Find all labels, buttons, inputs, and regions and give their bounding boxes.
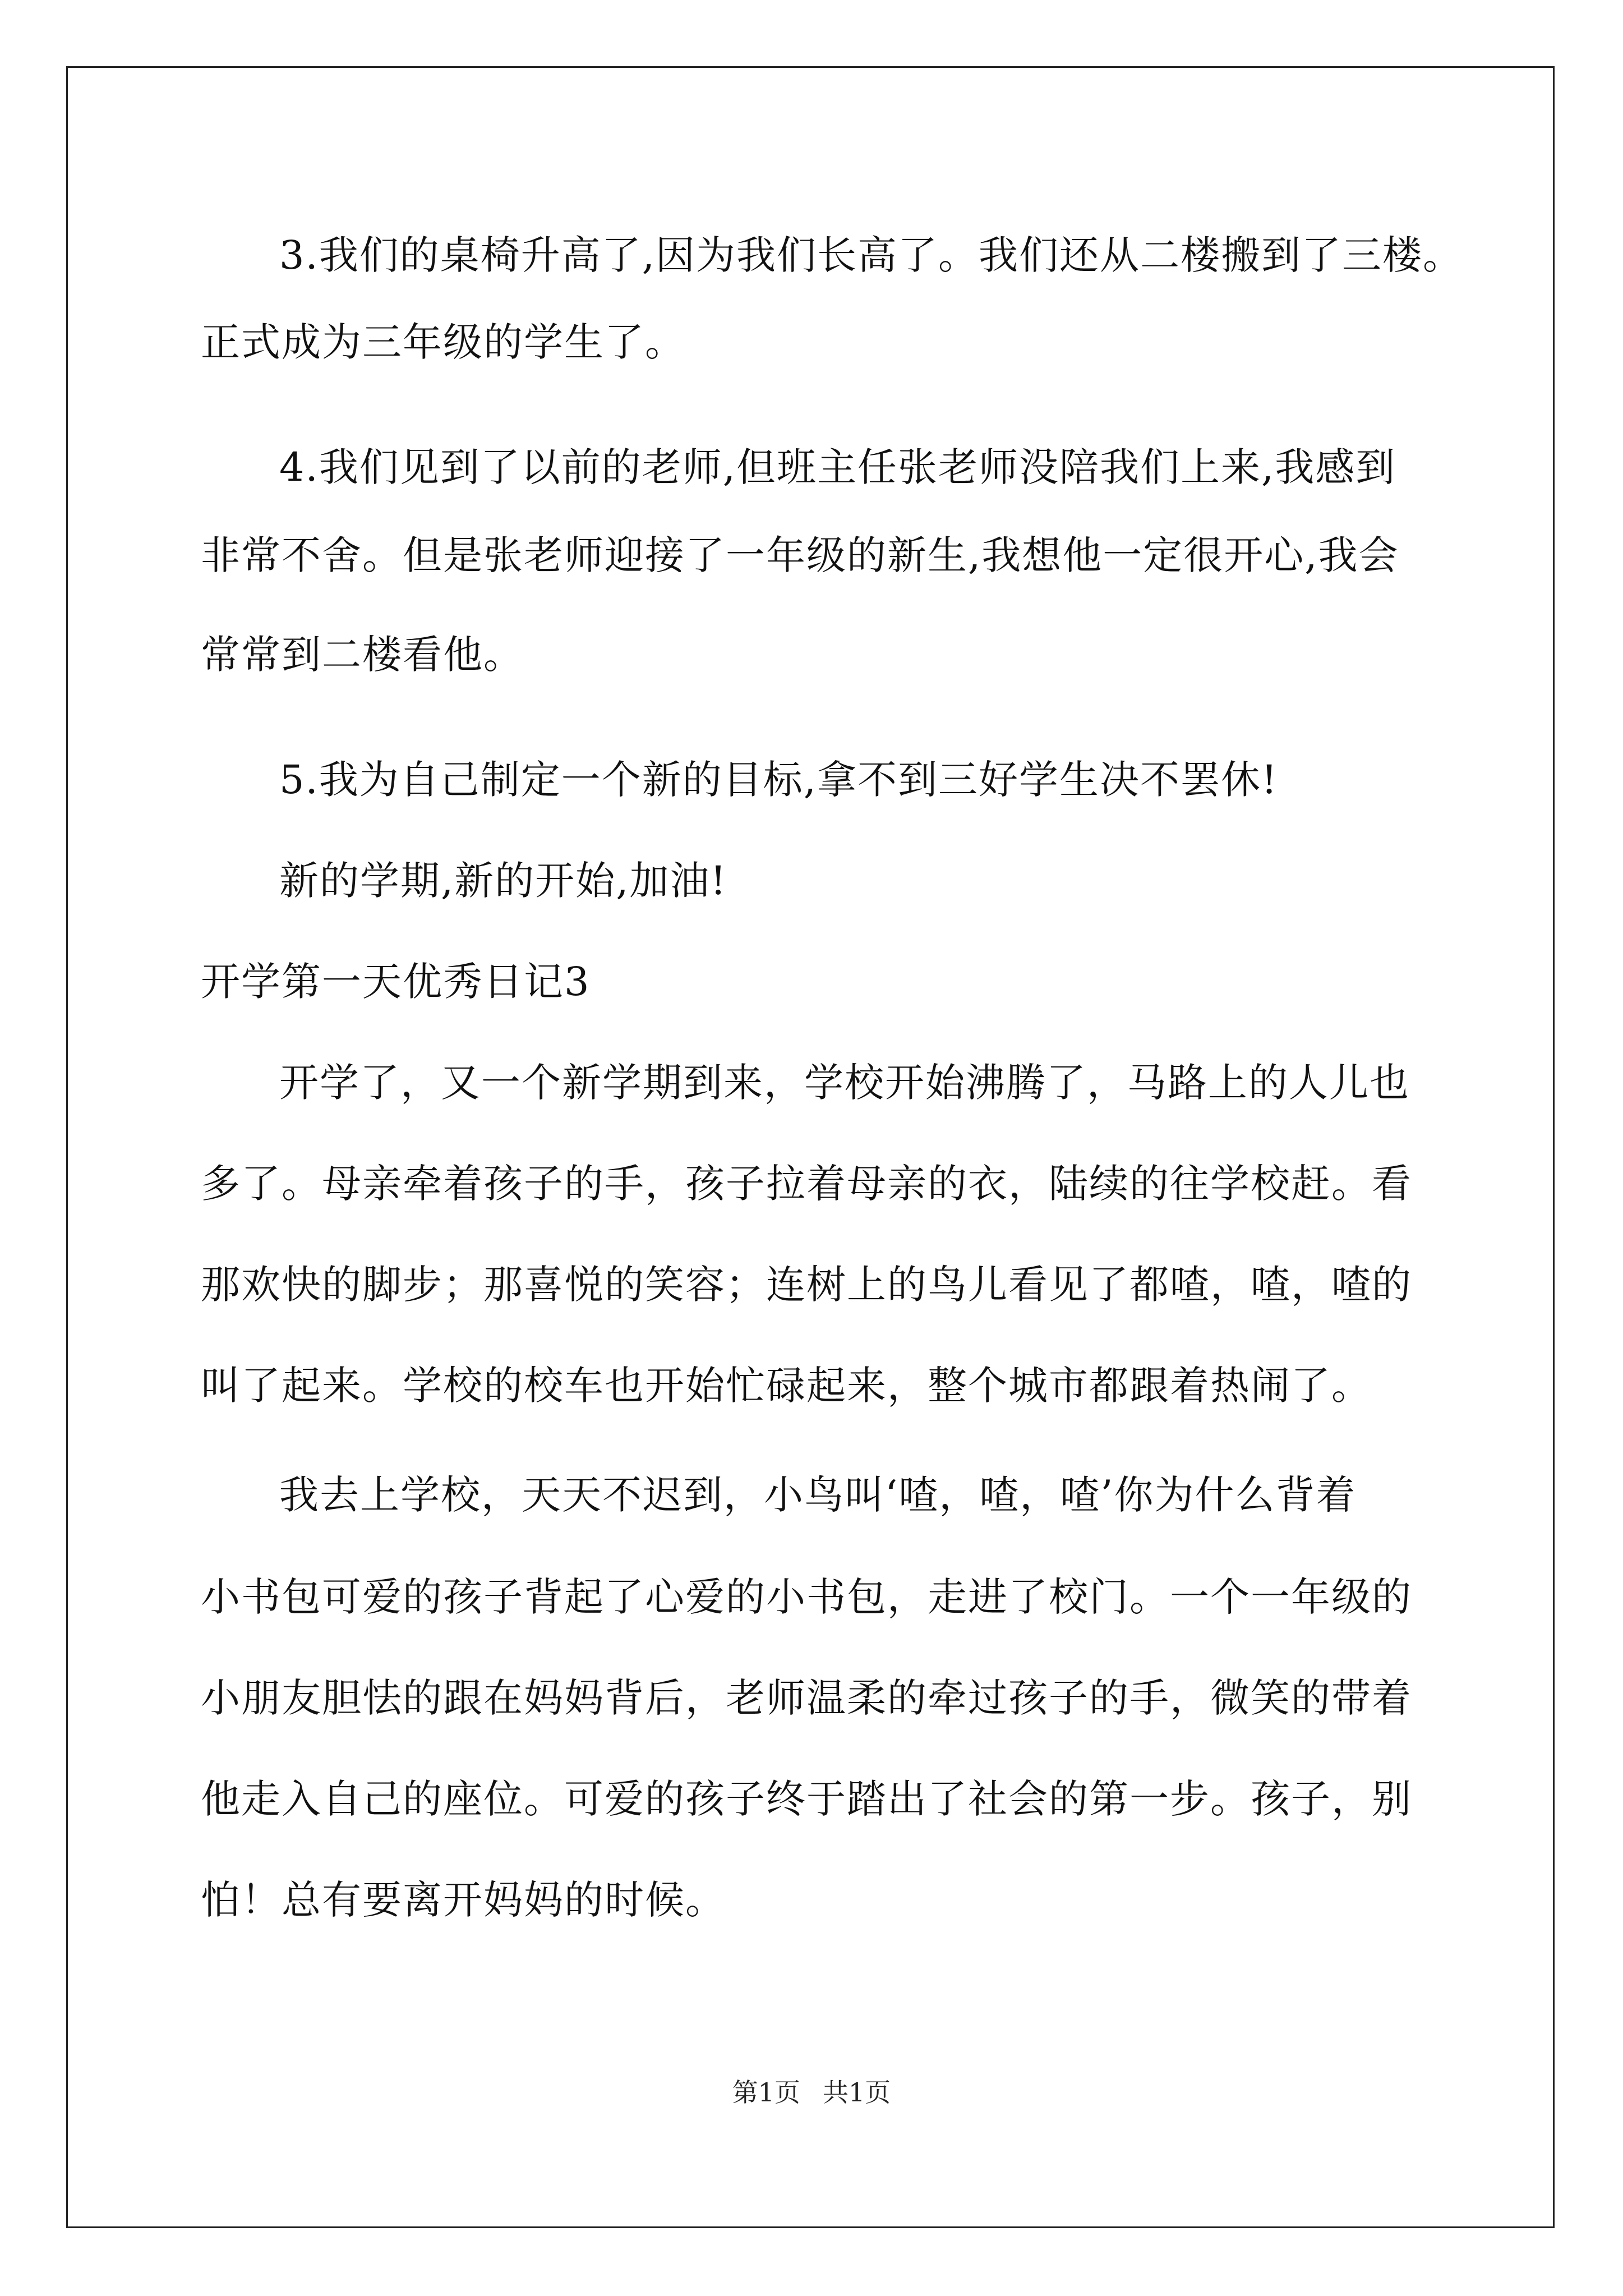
section-heading: 开学第一天优秀日记3 xyxy=(201,959,591,1005)
text-line: 开学了，又一个新学期到来，学校开始沸腾了，马路上的人儿也 xyxy=(279,1060,1410,1106)
text-line: 常常到二楼看他。 xyxy=(201,632,524,678)
text-line: 新的学期,新的开始,加油! xyxy=(279,858,727,904)
text-line: 他走入自己的座位。可爱的孩子终于踏出了社会的第一步。孩子，别 xyxy=(201,1776,1412,1822)
text-line: 我去上学校，天天不迟到，小鸟叫‘喳，喳，喳’你为什么背着 xyxy=(279,1472,1357,1518)
text-line: 多了。母亲牵着孩子的手，孩子拉着母亲的衣，陆续的往学校赶。看 xyxy=(201,1161,1412,1207)
text-line: 5.我为自己制定一个新的目标,拿不到三好学生决不罢休! xyxy=(279,757,1279,803)
text-line: 叫了起来。学校的校车也开始忙碌起来，整个城市都跟着热闹了。 xyxy=(201,1363,1372,1409)
page-number: 第1页 xyxy=(732,2077,800,2108)
text-line: 那欢快的脚步；那喜悦的笑容；连树上的鸟儿看见了都喳，喳，喳的 xyxy=(201,1262,1412,1308)
page-total: 共1页 xyxy=(823,2077,891,2108)
text-line: 怕！总有要离开妈妈的时候。 xyxy=(201,1877,726,1923)
page-footer xyxy=(0,2076,1623,2109)
text-line: 小书包可爱的孩子背起了心爱的小书包，走进了校门。一个一年级的 xyxy=(201,1574,1412,1620)
text-line: 小朋友胆怯的跟在妈妈背后，老师温柔的牵过孩子的手，微笑的带着 xyxy=(201,1675,1412,1721)
text-line: 正式成为三年级的学生了。 xyxy=(201,319,685,365)
text-line: 3.我们的桌椅升高了,因为我们长高了。我们还从二楼搬到了三楼。 xyxy=(279,232,1464,278)
text-line: 非常不舍。但是张老师迎接了一年级的新生,我想他一定很开心,我会 xyxy=(201,532,1399,578)
text-line: 4.我们见到了以前的老师,但班主任张老师没陪我们上来,我感到 xyxy=(279,444,1396,490)
